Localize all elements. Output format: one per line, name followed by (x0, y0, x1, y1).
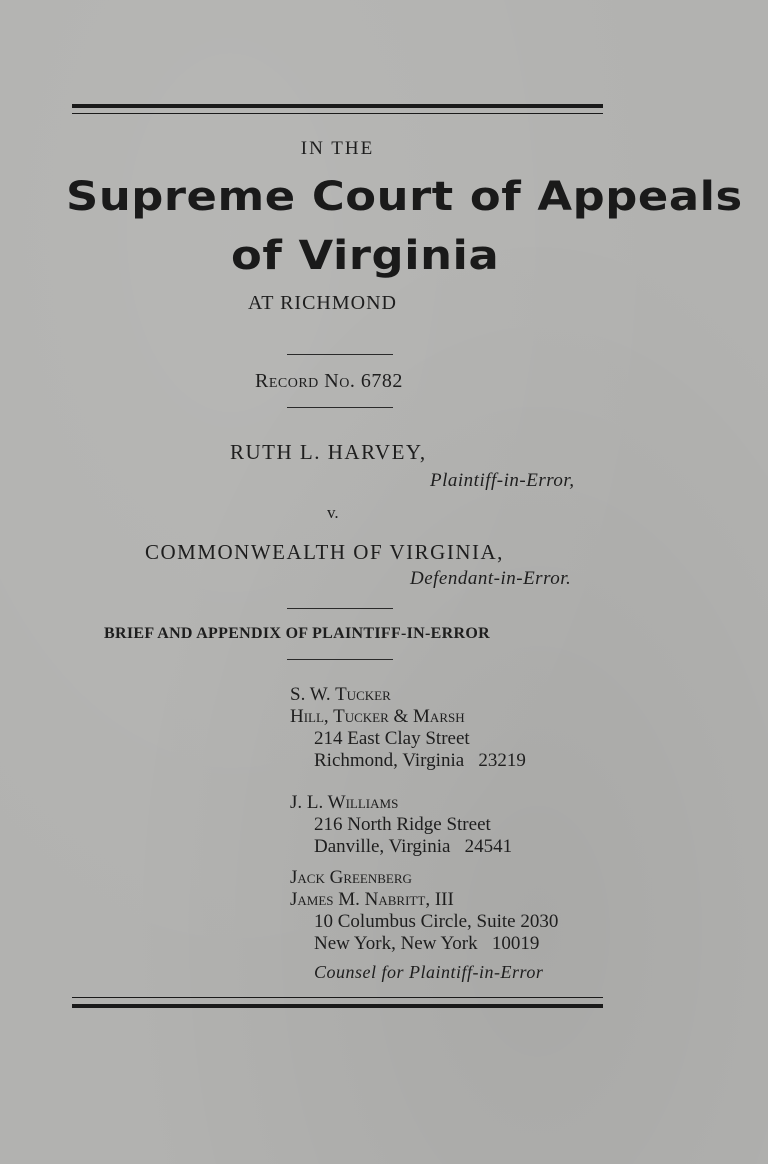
counsel-city: Richmond, Virginia 23219 (314, 750, 526, 771)
appellee-role: Defendant-in-Error. (410, 568, 572, 589)
counsel-role: Counsel for Plaintiff-in-Error (314, 962, 544, 982)
counsel-city: Danville, Virginia 24541 (314, 836, 513, 857)
court-name-line1: Supreme Court of Appeals (66, 174, 743, 220)
bottom-rule-thin (72, 997, 603, 998)
document-title: BRIEF AND APPENDIX OF PLAINTIFF-IN-ERROR (104, 625, 490, 642)
counsel-group-1 (290, 684, 526, 772)
separator-rule-4 (287, 659, 393, 660)
counsel-address: 10 Columbus Circle, Suite 2030 (314, 911, 559, 932)
counsel-address: 216 North Ridge Street (314, 814, 491, 835)
record-value: 6782 (360, 370, 403, 392)
separator-rule-2 (287, 407, 393, 408)
counsel-group-2 (290, 792, 512, 858)
counsel-city: New York, New York 10019 (314, 933, 540, 954)
counsel-name: S. W. Tucker (290, 684, 391, 705)
appellant-name: RUTH L. HARVEY, (230, 440, 427, 464)
counsel-name-2: James M. Nabritt, III (290, 889, 454, 910)
court-name-line2: of Virginia (231, 233, 500, 279)
counsel-group-3 (290, 867, 558, 955)
top-rule-thick (72, 104, 603, 108)
appellee-name: COMMONWEALTH OF VIRGINIA, (145, 540, 504, 564)
court-location: AT RICHMOND (248, 292, 397, 314)
counsel-firm: Hill, Tucker & Marsh (290, 706, 465, 727)
counsel-name: Jack Greenberg (290, 867, 412, 888)
versus: v. (327, 503, 339, 522)
separator-rule-3 (287, 608, 393, 609)
counsel-address: 214 East Clay Street (314, 728, 470, 749)
counsel-name: J. L. Williams (290, 792, 399, 813)
separator-rule-1 (287, 354, 393, 355)
bottom-rule-thick (72, 1004, 603, 1008)
appellant-role: Plaintiff-in-Error, (430, 470, 575, 491)
court-prefix: IN THE (300, 138, 375, 159)
record-number (255, 370, 403, 393)
record-label: Record No. (255, 370, 356, 392)
top-rule-thin (72, 113, 603, 114)
